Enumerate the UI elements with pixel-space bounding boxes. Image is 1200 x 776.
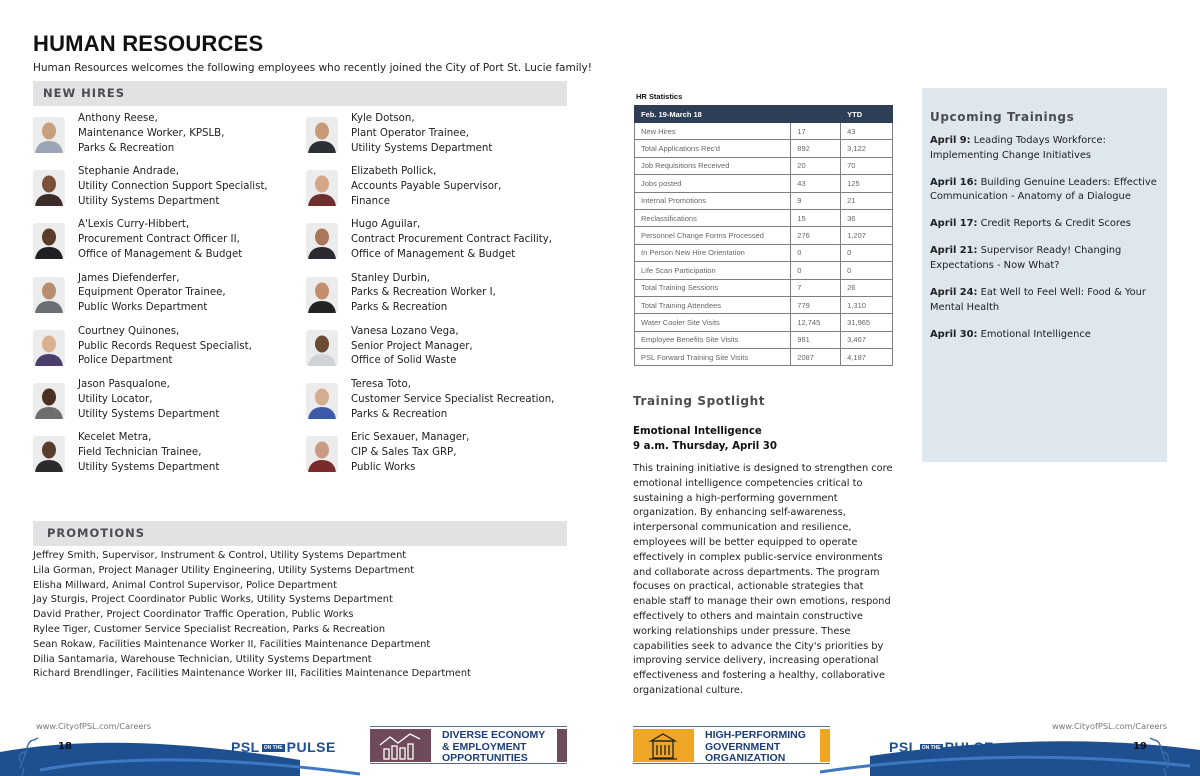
badge-right-line-3: ORGANIZATION	[705, 752, 786, 764]
employee-title: Equipment Operator Trainee,	[78, 287, 226, 299]
promotion-item: Rylee Tiger, Customer Service Specialist Recreation, Parks & Recreation	[33, 623, 386, 635]
employee-title: Field Technician Trainee,	[78, 446, 202, 458]
hr-stats-header-blank	[791, 106, 841, 123]
employee-title: Public Records Request Specialist,	[78, 340, 252, 352]
training-item	[930, 134, 1160, 163]
employee-photo	[33, 383, 65, 419]
diverse-economy-label	[442, 730, 545, 765]
page-title: HUMAN RESOURCES	[33, 31, 264, 56]
training-item	[930, 176, 1160, 205]
stat-period-value: 276	[791, 227, 841, 244]
spotlight-body: This training initiative is designed to strengthen core emotional intelligence competencies critical to sustaining a high-performing government organization. By enhancing self-awareness, interpersonal communication and resilience, employees will be better equipped to operate effectively in complex public-service environments and collaborate across departments. The program focuses on practical, actionable strategies that enable staff to manage their own emotions, respond effectively to others and maintain constructive working relationships under pressure. These capabilities seek to advance the City's priorities by improving service delivery, increasing operational effectiveness and fostering a healthy, collaborative organizational culture.	[633, 463, 893, 696]
stat-label: Personnel Change Forms Processed	[635, 227, 791, 244]
training-title: Leading Todays Workforce: Implementing Change Initiatives	[930, 135, 1106, 161]
stat-label: New Hires	[635, 123, 791, 140]
employee-details	[351, 431, 469, 475]
employee-title: Accounts Payable Supervisor,	[351, 180, 502, 192]
psl-on-the-pulse-logo	[231, 739, 336, 755]
promotion-item: Jay Sturgis, Project Coordinator Public Works, Utility Systems Department	[33, 594, 393, 606]
badge-left-line-2: & EMPLOYMENT	[442, 740, 527, 753]
stat-label: Total Training Sessions	[635, 279, 791, 296]
stat-ytd-value: 0	[841, 262, 893, 279]
stat-label: Life Scan Participation	[635, 262, 791, 279]
training-date: April 16:	[930, 176, 978, 188]
employee-photo	[306, 117, 338, 153]
training-item	[930, 217, 1160, 232]
hr-stats-row	[635, 279, 893, 296]
badge-right-line-2: GOVERNMENT	[705, 740, 781, 753]
logo-pulse: PULSE	[944, 739, 994, 755]
stat-label: Internal Promotions	[635, 192, 791, 209]
employee-photo	[33, 436, 65, 472]
hr-stats-row	[635, 123, 893, 140]
badge-left-accent	[557, 729, 567, 762]
employee-details	[78, 272, 226, 316]
hr-stats-header-ytd: YTD	[841, 106, 893, 123]
logo-psl: PSL	[231, 739, 260, 755]
employee-details	[351, 378, 554, 422]
employee-title: Utility Locator,	[78, 393, 153, 405]
promotion-item: Richard Brendlinger, Facilities Maintenance Worker III, Facilities Maintenance Department	[33, 668, 471, 680]
badge-left-line-3: OPPORTUNITIES	[442, 752, 528, 764]
employee-name: Anthony Reese,	[78, 113, 158, 124]
promotions-list	[33, 549, 471, 682]
employee-name: Kecelet Metra,	[78, 432, 152, 444]
employee-department: Utility Systems Department	[351, 142, 493, 154]
stat-ytd-value: 3,122	[841, 140, 893, 157]
page-number-left: 18	[58, 741, 72, 752]
hr-stats-row	[635, 262, 893, 279]
employee-department: Utility Systems Department	[78, 195, 220, 207]
employee-name: Teresa Toto,	[351, 379, 411, 390]
intro-text: Human Resources welcomes the following employees who recently joined the City of Port St. Lucie family!	[33, 62, 592, 74]
spotlight-subtitle-block	[633, 424, 777, 454]
employee-name: Eric Sexauer, Manager,	[351, 432, 470, 444]
employee-details	[78, 165, 268, 209]
stat-ytd-value: 36	[841, 209, 893, 226]
stat-ytd-value: 4,187	[841, 349, 893, 366]
employee-photo	[306, 223, 338, 259]
employee-name: Stanley Durbin,	[351, 272, 431, 284]
employee-details	[351, 112, 492, 156]
hr-stats-header-row	[635, 106, 893, 123]
training-title: Emotional Intelligence	[980, 328, 1091, 340]
hr-stats-header-period: Feb. 19-March 18	[635, 106, 791, 123]
employee-name: Kyle Dotson,	[351, 113, 415, 124]
employee-department: Office of Management & Budget	[351, 248, 516, 260]
employee-department: Public Works Department	[78, 302, 208, 314]
upcoming-trainings-list	[930, 134, 1160, 355]
employee-details	[78, 431, 219, 475]
employee-details	[78, 112, 224, 156]
employee-photo	[33, 170, 65, 206]
hr-stats-title: HR Statistics	[636, 92, 683, 101]
hr-stats-row	[635, 349, 893, 366]
training-item	[930, 286, 1160, 315]
employee-photo	[33, 277, 65, 313]
badge-left-line-1: DIVERSE ECONOMY	[442, 729, 546, 741]
employee-department: Police Department	[78, 355, 173, 367]
employee-department: Office of Solid Waste	[351, 355, 457, 367]
employee-department: Utility Systems Department	[78, 461, 220, 473]
employee-name: Elizabeth Pollick,	[351, 166, 437, 178]
promotion-item: Lila Gorman, Project Manager Utility Engineering, Utility Systems Department	[33, 564, 415, 576]
training-date: April 9:	[930, 135, 971, 146]
stat-period-value: 779	[791, 296, 841, 313]
employee-photo	[33, 117, 65, 153]
training-date: April 17:	[930, 218, 978, 230]
stat-ytd-value: 0	[841, 244, 893, 261]
training-item	[930, 328, 1160, 343]
employee-name: Jason Pasqualone,	[78, 379, 170, 390]
stat-ytd-value: 43	[841, 123, 893, 140]
stat-period-value: 15	[791, 209, 841, 226]
stat-label: Water Cooler Site Visits	[635, 314, 791, 331]
employee-title: Plant Operator Trainee,	[351, 127, 469, 139]
employee-details	[351, 272, 496, 316]
diverse-economy-badge	[370, 726, 567, 764]
employee-title: Utility Connection Support Specialist,	[78, 180, 268, 192]
promotions-header	[33, 521, 567, 546]
badge-right-accent	[820, 729, 830, 762]
logo-on-the: ON THE	[263, 745, 283, 752]
hr-stats-row	[635, 175, 893, 192]
employee-photo	[33, 330, 65, 366]
high-performing-government-badge	[633, 726, 830, 764]
stat-period-value: 20	[791, 157, 841, 174]
employee-department: Utility Systems Department	[78, 408, 220, 420]
stat-ytd-value: 70	[841, 157, 893, 174]
hr-stats-row	[635, 331, 893, 348]
stat-period-value: 9	[791, 192, 841, 209]
hr-stats-row	[635, 209, 893, 226]
spotlight-time: 9 a.m. Thursday, April 30	[633, 441, 777, 452]
new-hires-heading: NEW HIRES	[43, 86, 126, 100]
employee-department: Parks & Recreation	[351, 302, 448, 314]
stat-ytd-value: 31,965	[841, 314, 893, 331]
employee-photo	[33, 223, 65, 259]
hr-stats-row	[635, 157, 893, 174]
hr-stats-row	[635, 227, 893, 244]
stat-period-value: 892	[791, 140, 841, 157]
employee-title: Maintenance Worker, KPSLB,	[78, 127, 225, 139]
government-building-icon	[633, 729, 694, 762]
training-date: April 30:	[930, 328, 978, 340]
careers-link-left[interactable]: www.CityofPSL.com/Careers	[36, 721, 152, 731]
employee-title: Contract Procurement Contract Facility,	[351, 234, 552, 246]
employee-details	[78, 325, 252, 369]
employee-department: Public Works	[351, 461, 416, 473]
stat-label: In Person New Hire Orientation	[635, 244, 791, 261]
logo-on-the: ON THE	[921, 745, 941, 752]
employee-title: CIP & Sales Tax GRP,	[351, 446, 457, 458]
training-title: Credit Reports & Credit Scores	[980, 218, 1131, 230]
logo-psl: PSL	[889, 739, 918, 755]
employee-department: Office of Management & Budget	[78, 248, 243, 260]
chart-buildings-icon	[370, 729, 431, 762]
promotion-item: Elisha Millward, Animal Control Supervisor, Police Department	[33, 579, 337, 591]
stat-label: Total Training Attendees	[635, 296, 791, 313]
stat-label: Reclassifications	[635, 209, 791, 226]
employee-name: Stephanie Andrade,	[78, 166, 179, 178]
stat-period-value: 7	[791, 279, 841, 296]
employee-title: Parks & Recreation Worker I,	[351, 287, 496, 299]
stat-period-value: 12,745	[791, 314, 841, 331]
promotion-item: David Prather, Project Coordinator Traffic Operation, Public Works	[33, 609, 354, 621]
employee-name: Hugo Aguilar,	[351, 219, 421, 231]
logo-pulse: PULSE	[286, 739, 336, 755]
employee-photo	[306, 277, 338, 313]
stat-label: Employee Benefits Site Visits	[635, 331, 791, 348]
stat-ytd-value: 3,467	[841, 331, 893, 348]
stat-ytd-value: 26	[841, 279, 893, 296]
hr-stats-row	[635, 244, 893, 261]
stat-ytd-value: 21	[841, 192, 893, 209]
stat-period-value: 43	[791, 175, 841, 192]
stat-period-value: 0	[791, 262, 841, 279]
stat-ytd-value: 125	[841, 175, 893, 192]
employee-department: Finance	[351, 195, 390, 207]
employee-details	[351, 218, 552, 262]
employee-details	[78, 378, 219, 422]
spotlight-heading: Training Spotlight	[633, 394, 766, 408]
employee-department: Parks & Recreation	[78, 142, 175, 154]
hr-stats-table	[634, 105, 893, 366]
employee-details	[351, 165, 501, 209]
hr-stats-row	[635, 296, 893, 313]
training-title: Eat Well to Feel Well: Food & Your Mental Health	[930, 287, 1146, 313]
stat-period-value: 17	[791, 123, 841, 140]
high-performing-label	[705, 730, 806, 765]
employee-title: Procurement Contract Officer II,	[78, 234, 240, 246]
employee-name: Courtney Quinones,	[78, 325, 180, 337]
stat-ytd-value: 1,310	[841, 296, 893, 313]
stat-period-value: 0	[791, 244, 841, 261]
hr-stats-row	[635, 140, 893, 157]
stat-label: PSL Forward Training Site Visits	[635, 349, 791, 366]
hr-stats-row	[635, 314, 893, 331]
employee-name: A'Lexis Curry-Hibbert,	[78, 219, 190, 231]
training-date: April 24:	[930, 287, 978, 299]
stat-period-value: 981	[791, 331, 841, 348]
footer-decoration	[0, 690, 1200, 776]
employee-photo	[306, 436, 338, 472]
promotion-item: Dilia Santamaria, Warehouse Technician, Utility Systems Department	[33, 653, 372, 665]
employee-name: Vanesa Lozano Vega,	[351, 325, 459, 337]
employee-title: Customer Service Specialist Recreation,	[351, 393, 555, 405]
stat-label: Total Applications Rec'd	[635, 140, 791, 157]
employee-department: Parks & Recreation	[351, 408, 448, 420]
promotion-item: Sean Rokaw, Facilities Maintenance Worker II, Facilities Maintenance Department	[33, 638, 431, 650]
training-title: Supervisor Ready! Changing Expectations - Now What?	[930, 245, 1122, 272]
employee-details	[351, 325, 473, 369]
employee-photo	[306, 383, 338, 419]
stat-label: Jobs posted	[635, 175, 791, 192]
employee-title: Senior Project Manager,	[351, 340, 473, 352]
hr-stats-row	[635, 192, 893, 209]
employee-photo	[306, 330, 338, 366]
spotlight-subtitle: Emotional Intelligence	[633, 426, 762, 437]
training-date: April 21:	[930, 245, 978, 257]
promotions-heading: PROMOTIONS	[47, 526, 146, 540]
stat-period-value: 2087	[791, 349, 841, 366]
training-title: Building Genuine Leaders: Effective Communication - Anatomy of a Dialogue	[930, 176, 1157, 203]
upcoming-trainings-heading: Upcoming Trainings	[930, 110, 1075, 124]
psl-on-the-pulse-logo	[889, 739, 994, 755]
new-hires-header	[33, 81, 567, 106]
page-number-right: 19	[1133, 741, 1147, 752]
badge-right-line-1: HIGH-PERFORMING	[705, 729, 806, 741]
employee-photo	[306, 170, 338, 206]
training-item	[930, 244, 1160, 273]
stat-label: Job Requisitions Received	[635, 157, 791, 174]
promotion-item: Jeffrey Smith, Supervisor, Instrument & Control, Utility Systems Department	[33, 550, 407, 561]
employee-name: James Diefenderfer,	[78, 272, 180, 284]
stat-ytd-value: 1,207	[841, 227, 893, 244]
employee-details	[78, 218, 242, 262]
careers-link-right[interactable]: www.CityofPSL.com/Careers	[1052, 721, 1168, 731]
